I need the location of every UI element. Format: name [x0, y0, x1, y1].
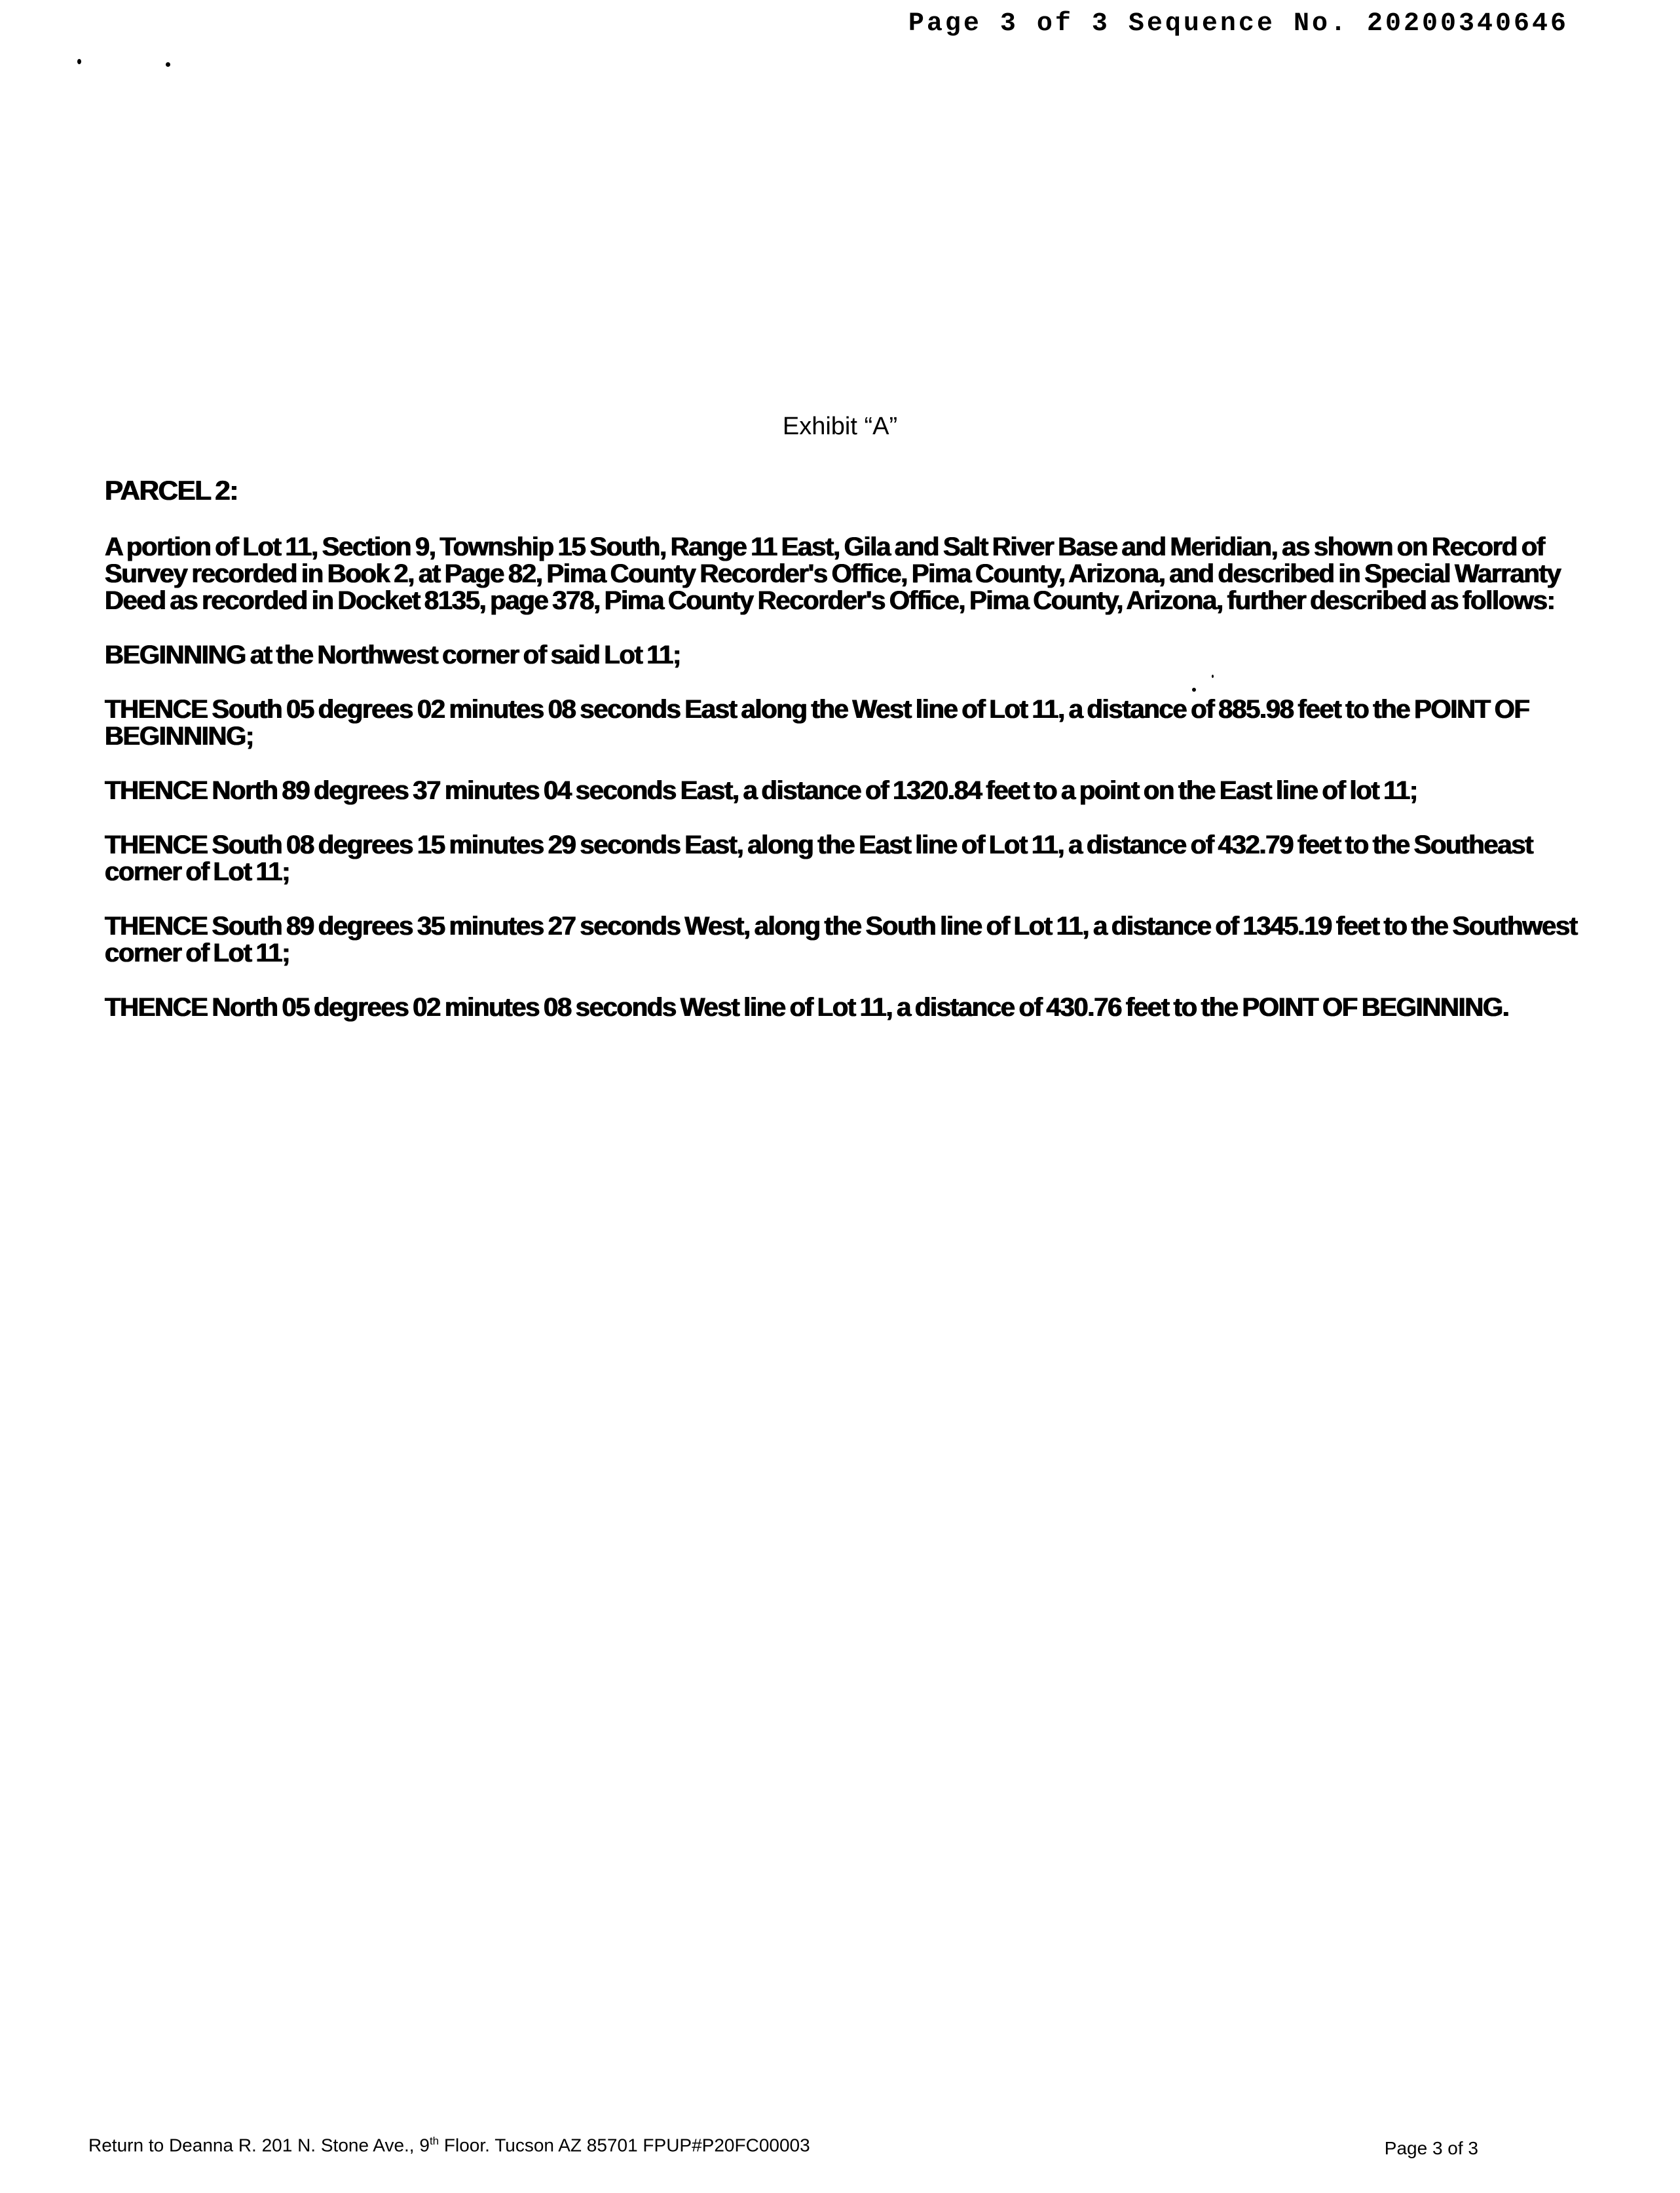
beginning-paragraph: BEGINNING at the Northwest corner of said Lot 11;	[105, 641, 681, 669]
thence-course-paragraph: THENCE North 05 degrees 02 minutes 08 seconds West line of Lot 11, a distance of 430.76 feet to the POINT OF BEGINNING.	[105, 993, 1509, 1022]
return-address-footer	[88, 2135, 810, 2156]
parcel-heading: PARCEL 2:	[105, 475, 238, 506]
exhibit-title: Exhibit “A”	[782, 413, 898, 440]
scan-speck	[166, 62, 170, 67]
return-address-prefix: Return to Deanna R. 201 N. Stone Ave., 9	[88, 2135, 430, 2156]
legal-description	[105, 477, 1598, 1049]
thence-course-paragraph: THENCE South 05 degrees 02 minutes 08 seconds East along the West line of Lot 11, a distance of 885.98 feet to the POINT OF BEGINNING;	[105, 695, 1529, 751]
recording-stamp: Page 3 of 3 Sequence No. 20200340646	[908, 9, 1569, 39]
return-address-suffix: Floor. Tucson AZ 85701 FPUP#P20FC00003	[439, 2135, 810, 2156]
thence-course-paragraph: THENCE South 08 degrees 15 minutes 29 seconds East, along the East line of Lot 11, a distance of 432.79 feet to the Southeast corner of Lot 11;	[105, 831, 1533, 886]
parcel-description-paragraph: A portion of Lot 11, Section 9, Township 15 South, Range 11 East, Gila and Salt River Base and Meridian, as shown on Record of Survey recorded in Book 2, at Page 82, Pima County Recorder's Office, Pima County, Arizona, and described in Special Warranty Deed as recorded in Docket 8135, page 378, Pima County Recorder's Office, Pima County, Arizona, further described as follows:	[105, 533, 1561, 615]
thence-course-paragraph: THENCE South 89 degrees 35 minutes 27 seconds West, along the South line of Lot 11, a distance of 1345.19 feet to the Southwest corner of Lot 11;	[105, 912, 1577, 967]
page-number: Page 3 of 3	[1384, 2138, 1478, 2158]
thence-course-paragraph: THENCE North 89 degrees 37 minutes 04 seconds East, a distance of 1320.84 feet to a point on the East line of lot 11;	[105, 776, 1417, 805]
floor-ordinal-suffix: th	[429, 2135, 439, 2147]
scan-speck	[77, 59, 81, 64]
